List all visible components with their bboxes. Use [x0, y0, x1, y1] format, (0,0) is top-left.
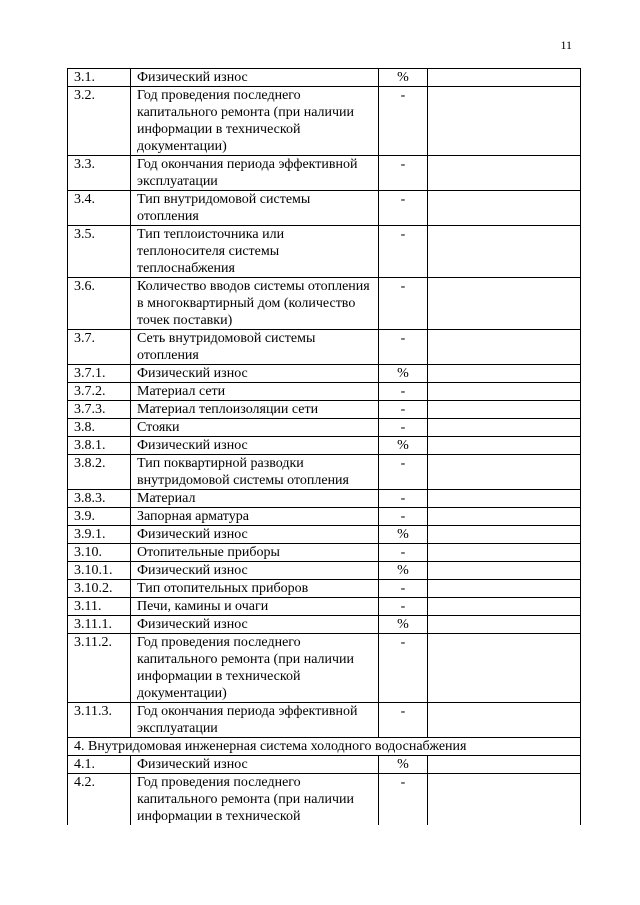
row-unit: -	[379, 490, 428, 508]
table-row	[68, 634, 581, 703]
row-value	[428, 756, 581, 774]
row-name: Печи, камины и очаги	[131, 598, 379, 616]
row-value	[428, 562, 581, 580]
table-row	[68, 756, 581, 774]
table-row	[68, 156, 581, 191]
table-row	[68, 191, 581, 226]
row-value	[428, 580, 581, 598]
row-number: 3.5.	[68, 226, 131, 278]
table-row	[68, 508, 581, 526]
row-value	[428, 365, 581, 383]
row-name: Тип поквартирной разводки внутридомовой системы отопления	[131, 455, 379, 490]
row-name: Физический износ	[131, 437, 379, 455]
row-unit: -	[379, 598, 428, 616]
row-name: Сеть внутридомовой системы отопления	[131, 330, 379, 365]
row-name: Стояки	[131, 419, 379, 437]
table-body	[68, 69, 581, 826]
row-name: Физический износ	[131, 756, 379, 774]
row-unit: -	[379, 191, 428, 226]
row-unit: -	[379, 226, 428, 278]
row-unit: -	[379, 87, 428, 156]
row-name: Год проведения последнего капитального ремонта (при наличии информации в технической	[131, 774, 379, 826]
section-header-row	[68, 738, 581, 756]
row-name: Физический износ	[131, 365, 379, 383]
row-name: Физический износ	[131, 69, 379, 87]
row-unit: -	[379, 774, 428, 826]
row-unit: -	[379, 455, 428, 490]
table-row	[68, 455, 581, 490]
row-name: Количество вводов системы отопления в многоквартирный дом (количество точек поставки)	[131, 278, 379, 330]
table-row	[68, 580, 581, 598]
row-number: 3.8.3.	[68, 490, 131, 508]
row-value	[428, 69, 581, 87]
row-value	[428, 526, 581, 544]
row-number: 3.8.	[68, 419, 131, 437]
table-row	[68, 69, 581, 87]
row-number: 3.7.1.	[68, 365, 131, 383]
row-value	[428, 156, 581, 191]
table-row	[68, 383, 581, 401]
row-unit: %	[379, 437, 428, 455]
row-value	[428, 703, 581, 738]
row-number: 3.9.1.	[68, 526, 131, 544]
row-unit: -	[379, 156, 428, 191]
section-title: 4. Внутридомовая инженерная система холодного водоснабжения	[68, 738, 581, 756]
table-row	[68, 419, 581, 437]
row-value	[428, 401, 581, 419]
table-row	[68, 598, 581, 616]
row-value	[428, 455, 581, 490]
row-number: 3.8.1.	[68, 437, 131, 455]
row-number: 3.7.	[68, 330, 131, 365]
table-row	[68, 330, 581, 365]
row-value	[428, 598, 581, 616]
specification-table	[67, 68, 581, 825]
row-unit: -	[379, 703, 428, 738]
table-row	[68, 226, 581, 278]
row-name: Отопительные приборы	[131, 544, 379, 562]
row-number: 3.6.	[68, 278, 131, 330]
table-row	[68, 544, 581, 562]
row-value	[428, 616, 581, 634]
row-unit: %	[379, 616, 428, 634]
row-name: Тип внутридомовой системы отопления	[131, 191, 379, 226]
row-value	[428, 330, 581, 365]
row-unit: -	[379, 278, 428, 330]
table-row	[68, 87, 581, 156]
row-unit: -	[379, 544, 428, 562]
row-value	[428, 419, 581, 437]
row-number: 3.11.1.	[68, 616, 131, 634]
row-number: 4.2.	[68, 774, 131, 826]
row-name: Физический износ	[131, 562, 379, 580]
row-value	[428, 226, 581, 278]
row-number: 3.3.	[68, 156, 131, 191]
row-unit: %	[379, 69, 428, 87]
row-number: 3.7.2.	[68, 383, 131, 401]
row-value	[428, 490, 581, 508]
row-number: 3.8.2.	[68, 455, 131, 490]
row-unit: -	[379, 330, 428, 365]
row-number: 3.10.	[68, 544, 131, 562]
row-value	[428, 278, 581, 330]
row-number: 3.11.3.	[68, 703, 131, 738]
row-unit: %	[379, 562, 428, 580]
row-name: Год проведения последнего капитального ремонта (при наличии информации в технической документации)	[131, 634, 379, 703]
row-unit: -	[379, 383, 428, 401]
row-unit: -	[379, 634, 428, 703]
table-row	[68, 703, 581, 738]
row-name: Материал сети	[131, 383, 379, 401]
row-name: Год окончания периода эффективной эксплуатации	[131, 703, 379, 738]
row-number: 3.11.2.	[68, 634, 131, 703]
row-number: 3.10.1.	[68, 562, 131, 580]
row-name: Год проведения последнего капитального ремонта (при наличии информации в технической документации)	[131, 87, 379, 156]
row-value	[428, 544, 581, 562]
row-number: 3.2.	[68, 87, 131, 156]
row-value	[428, 774, 581, 826]
row-number: 3.1.	[68, 69, 131, 87]
row-number: 3.10.2.	[68, 580, 131, 598]
row-unit: -	[379, 508, 428, 526]
row-value	[428, 383, 581, 401]
row-value	[428, 87, 581, 156]
table-row	[68, 401, 581, 419]
row-name: Год окончания периода эффективной эксплуатации	[131, 156, 379, 191]
row-value	[428, 191, 581, 226]
row-number: 3.9.	[68, 508, 131, 526]
table-row	[68, 774, 581, 826]
table-row	[68, 278, 581, 330]
row-value	[428, 634, 581, 703]
row-number: 3.7.3.	[68, 401, 131, 419]
row-unit: %	[379, 526, 428, 544]
table-row	[68, 437, 581, 455]
table-row	[68, 490, 581, 508]
row-number: 3.11.	[68, 598, 131, 616]
row-value	[428, 508, 581, 526]
row-name: Запорная арматура	[131, 508, 379, 526]
row-value	[428, 437, 581, 455]
row-name: Физический износ	[131, 616, 379, 634]
table-row	[68, 526, 581, 544]
row-number: 3.4.	[68, 191, 131, 226]
table-row	[68, 562, 581, 580]
row-name: Тип теплоисточника или теплоносителя системы теплоснабжения	[131, 226, 379, 278]
row-unit: -	[379, 401, 428, 419]
row-name: Материал теплоизоляции сети	[131, 401, 379, 419]
row-name: Материал	[131, 490, 379, 508]
table-row	[68, 616, 581, 634]
page-number: 11	[560, 38, 572, 52]
row-name: Тип отопительных приборов	[131, 580, 379, 598]
row-number: 4.1.	[68, 756, 131, 774]
table-row	[68, 365, 581, 383]
row-unit: -	[379, 419, 428, 437]
row-unit: %	[379, 756, 428, 774]
row-name: Физический износ	[131, 526, 379, 544]
row-unit: %	[379, 365, 428, 383]
row-unit: -	[379, 580, 428, 598]
